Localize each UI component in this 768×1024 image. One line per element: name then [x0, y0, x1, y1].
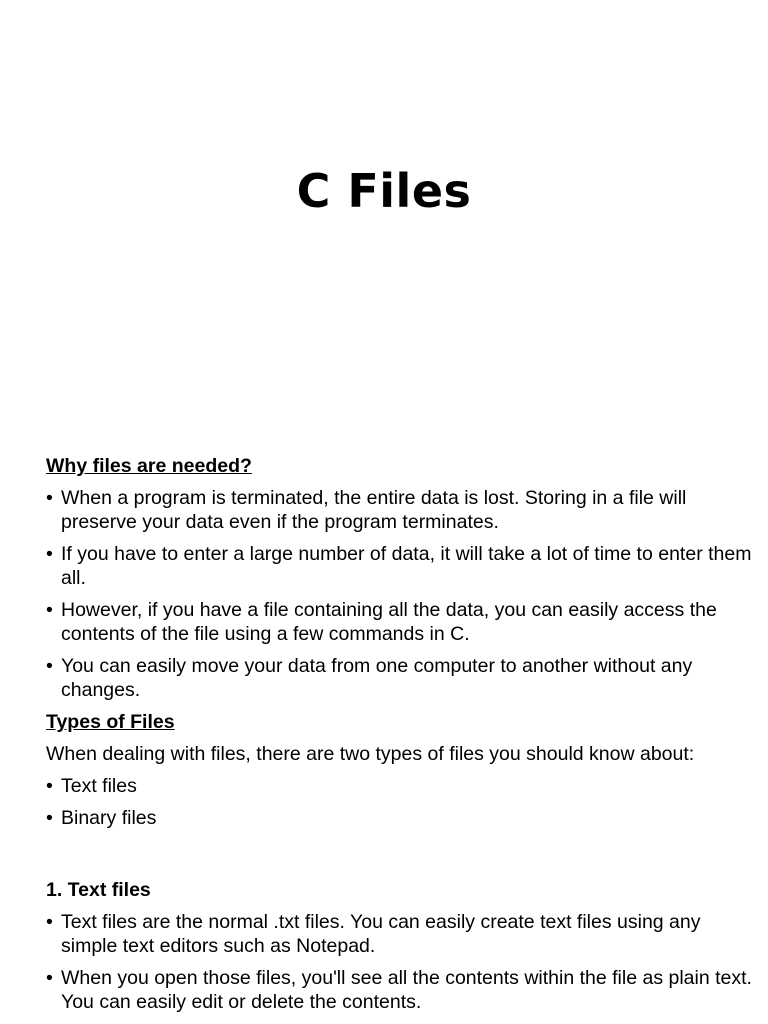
text-files-heading: 1. Text files [46, 879, 151, 901]
text-files-list [46, 910, 756, 1014]
list-item: • When you open those files, you'll see all the contents within the file as plain text. You can easily edit or delete the contents. [46, 966, 756, 1014]
types-intro-text: When dealing with files, there are two types of files you should know about: [46, 743, 695, 765]
why-files-heading: Why files are needed? [46, 455, 252, 477]
list-item: • Binary files [46, 806, 756, 830]
types-of-files-heading: Types of Files [46, 711, 175, 733]
list-item: • Text files are the normal .txt files. You can easily create text files using any simple text editors such as Notepad. [46, 910, 756, 958]
list-item: • You can easily move your data from one computer to another without any changes. [46, 654, 756, 702]
list-item: • However, if you have a file containing all the data, you can easily access the contents of the file using a few commands in C. [46, 598, 756, 646]
list-item: • If you have to enter a large number of data, it will take a lot of time to enter them all. [46, 542, 756, 590]
document-body [46, 454, 756, 1022]
list-item: • Text files [46, 774, 756, 798]
page-title: C Files [296, 164, 472, 218]
types-list [46, 774, 756, 830]
list-item: • When a program is terminated, the entire data is lost. Storing in a file will preserve your data even if the program terminates. [46, 486, 756, 534]
why-files-list [46, 486, 756, 702]
section-spacer [46, 838, 756, 878]
